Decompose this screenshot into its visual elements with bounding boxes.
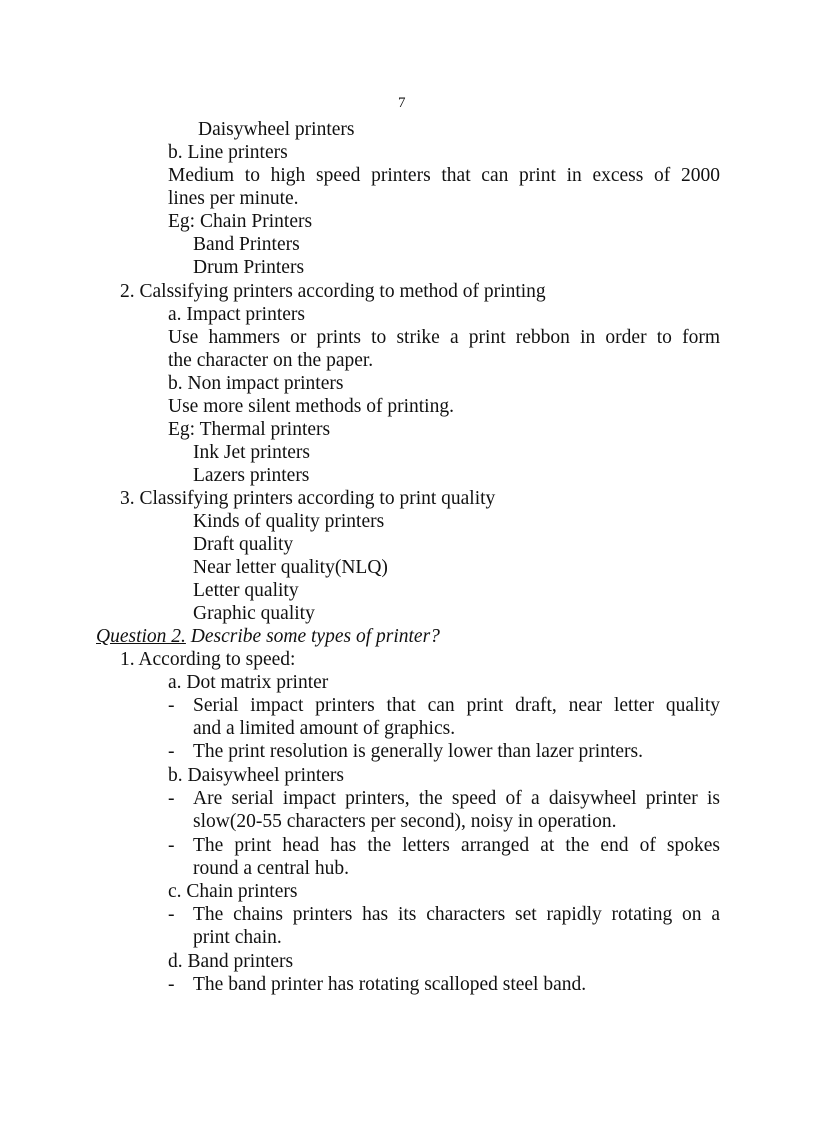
dash-bullet: - <box>168 974 175 995</box>
bullet-line: The chains printers has its characters set rapidly rotating on a <box>193 904 720 925</box>
example-item: Ink Jet printers <box>193 442 310 463</box>
bullet-line: The print head has the letters arranged at the end of spokes <box>193 835 720 856</box>
paragraph-line: Medium to high speed printers that can print in excess of 2000 <box>168 165 720 186</box>
question-text: Describe some types of printer? <box>185 626 440 647</box>
question-label: Question 2. <box>96 626 186 647</box>
text-line: Daisywheel printers <box>198 119 355 140</box>
bullet-line: round a central hub. <box>193 858 349 879</box>
example-item: Lazers printers <box>193 465 310 486</box>
example-line: Eg: Thermal printers <box>168 419 331 440</box>
dash-bullet: - <box>168 835 175 856</box>
list-heading: a. Dot matrix printer <box>168 672 329 693</box>
bullet-line: Are serial impact printers, the speed of a daisywheel printer is <box>193 788 720 809</box>
example-line: Eg: Chain Printers <box>168 211 313 232</box>
bullet-line: and a limited amount of graphics. <box>193 718 456 739</box>
list-item: Draft quality <box>193 534 294 555</box>
list-heading: c. Chain printers <box>168 881 298 902</box>
list-item: Near letter quality(NLQ) <box>193 557 388 578</box>
list-item: Graphic quality <box>193 603 315 624</box>
page-number: 7 <box>398 95 406 111</box>
dash-bullet: - <box>168 741 175 762</box>
section-heading: 1. According to speed: <box>120 649 296 670</box>
text-line: Kinds of quality printers <box>193 511 385 532</box>
question-heading <box>96 625 440 648</box>
bullet-line: The band printer has rotating scalloped steel band. <box>193 974 587 995</box>
paragraph-line: lines per minute. <box>168 188 299 209</box>
dash-bullet: - <box>168 788 175 809</box>
paragraph-line: Use hammers or prints to strike a print rebbon in order to form <box>168 327 720 348</box>
section-heading: 3. Classifying printers according to print quality <box>120 488 496 509</box>
bullet-line: slow(20-55 characters per second), noisy in operation. <box>193 811 617 832</box>
bullet-line: Serial impact printers that can print draft, near letter quality <box>193 695 720 716</box>
example-item: Band Printers <box>193 234 300 255</box>
dash-bullet: - <box>168 904 175 925</box>
example-item: Drum Printers <box>193 257 305 278</box>
list-heading: b. Daisywheel printers <box>168 765 344 786</box>
paragraph-line: the character on the paper. <box>168 350 374 371</box>
bullet-line: print chain. <box>193 927 282 948</box>
bullet-line: The print resolution is generally lower than lazer printers. <box>193 741 643 762</box>
list-heading: a. Impact printers <box>168 304 305 325</box>
list-heading: b. Line printers <box>168 142 288 163</box>
list-heading: b. Non impact printers <box>168 373 344 394</box>
list-heading: d. Band printers <box>168 951 294 972</box>
paragraph-line: Use more silent methods of printing. <box>168 396 454 417</box>
section-heading: 2. Calssifying printers according to method of printing <box>120 281 546 302</box>
list-item: Letter quality <box>193 580 299 601</box>
dash-bullet: - <box>168 695 175 716</box>
